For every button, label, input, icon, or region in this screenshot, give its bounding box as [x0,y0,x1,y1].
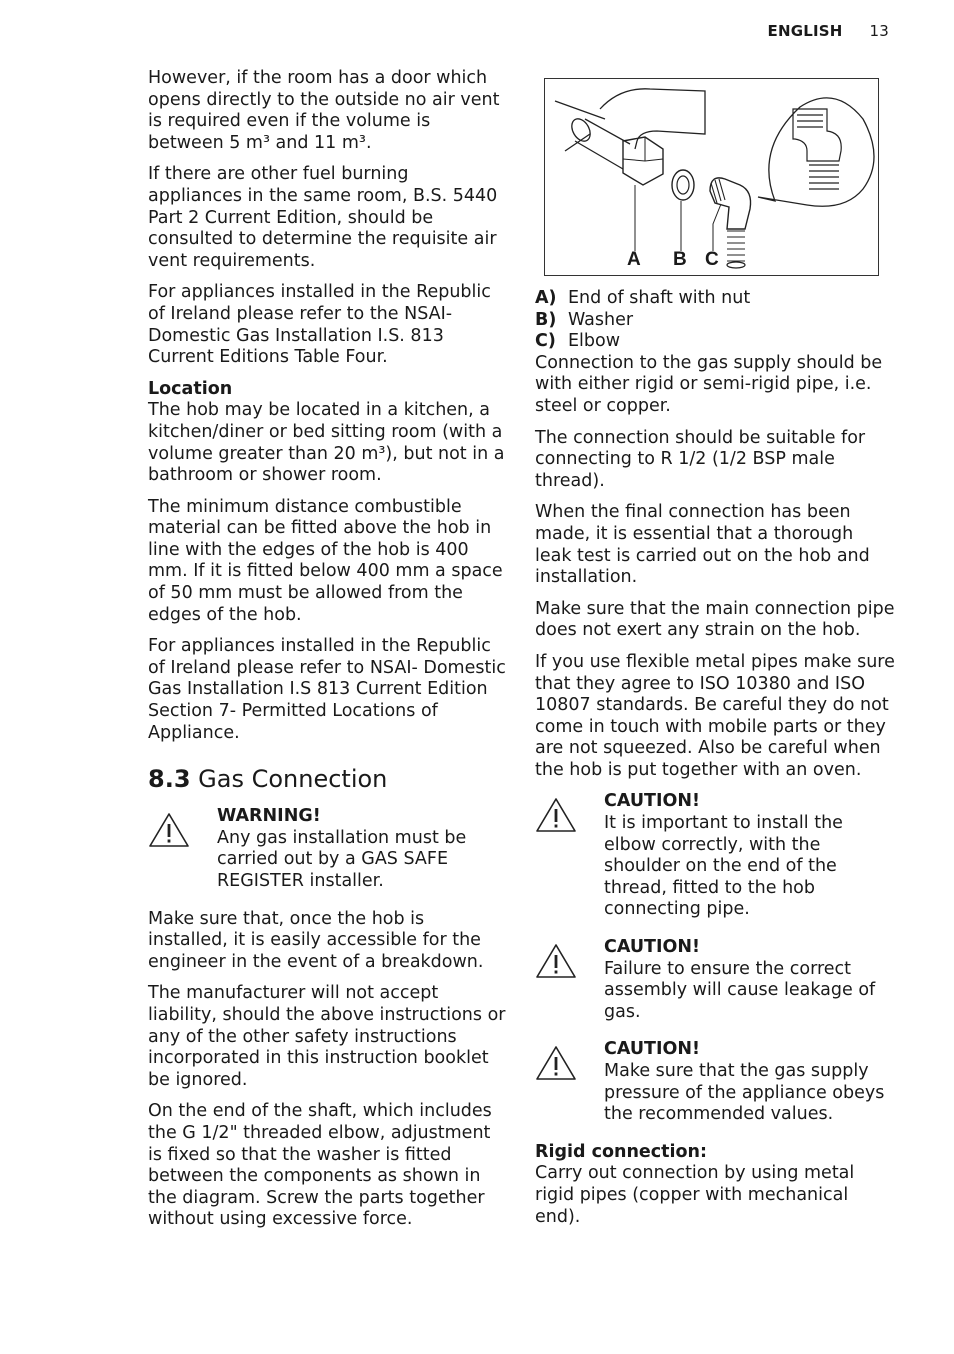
rigid-connection-section [535,1142,895,1228]
paragraph: For appliances installed in the Republic of Ireland please refer to the NSAI- Domestic Gas Installation I.S. 813 Current Editions Table Four. [148,282,491,368]
warning-icon [535,1039,604,1125]
legend-item [535,310,895,332]
paragraph: Make sure that, once the hob is installed, it is easily accessible for the engineer in the event of a breakdown. [148,908,484,972]
paragraph: The connection should be suitable for connecting to R 1/2 (1/2 BSP male thread). [535,427,866,491]
paragraph: If you use flexible metal pipes make sure that they agree to ISO 10380 and ISO 10807 standards. Be careful they do not come in touch with mobile parts or they are not squeezed. Also be careful when the hob is put together with an oven. [535,651,895,780]
warning-icon [148,806,217,892]
legend-item [535,288,895,310]
section-number: 8.3 [148,765,191,794]
paragraph: For appliances installed in the Republic of Ireland please refer to NSAI- Domestic Gas Installation I.S 813 Current Edition Section 7- Permitted Locations of Appliance. [148,636,506,743]
caution-text: It is important to install the elbow correctly, with the shoulder on the end of the thread, fitted to the hob connecting pipe. [604,813,843,920]
paragraph: The hob may be located in a kitchen, a kitchen/diner or bed sitting room (with a volume greater than 20 m³), but not in a bathroom or shower room. [148,400,505,486]
label-b: B [673,249,687,271]
legend-key: B) [535,309,557,330]
paragraph: The manufacturer will not accept liability, should the above instructions or any of the other safety instructions incorporated in this instruction booklet be ignored. [148,983,506,1090]
caution-notice [535,791,895,921]
paragraph: Carry out connection by using metal rigid pipes (copper with mechanical end). [535,1163,855,1227]
page-header [768,22,889,40]
warning-icon [535,791,604,921]
warning-notice [148,806,508,892]
section-title: Gas Connection [198,765,388,794]
warning-title: WARNING! [217,806,321,827]
right-column [535,68,895,1238]
label-c: C [705,249,719,271]
page-number: 13 [869,22,889,40]
caution-title: CAUTION! [604,791,701,812]
rigid-connection-heading: Rigid connection: [535,1141,708,1162]
assembly-illustration [545,79,878,275]
language-label: ENGLISH [767,22,843,40]
caution-text: Failure to ensure the correct assembly will cause leakage of gas. [604,958,876,1022]
section-heading [148,764,508,794]
paragraph: If there are other fuel burning appliances in the same room, B.S. 5440 Part 2 Current Edition, should be consulted to determine the requisite air vent requirements. [148,164,498,271]
paragraph: The minimum distance combustible material can be fitted above the hob in line with the edges of the hob is 400 mm. If it is fitted below 400 mm a space of 50 mm must be allowed from the edges of the hob. [148,496,503,625]
paragraph: Make sure that the main connection pipe does not exert any strain on the hob. [535,598,895,641]
legend-key: A) [535,288,557,308]
location-heading: Location [148,378,233,399]
caution-text: Make sure that the gas supply pressure of the appliance obeys the recommended values. [604,1061,885,1125]
legend-item [535,331,895,353]
gas-connection-diagram [544,78,879,276]
caution-notice [535,1039,895,1125]
caution-notice [535,937,895,1023]
legend-text: End of shaft with nut [568,288,751,308]
paragraph: Connection to the gas supply should be with either rigid or semi-rigid pipe, i.e. steel or copper. [535,352,883,416]
warning-icon [535,937,604,1023]
paragraph: On the end of the shaft, which includes the G 1/2" threaded elbow, adjustment is fixed so that the washer is fitted between the components as shown in the diagram. Screw the parts together without using excessive force. [148,1101,492,1230]
warning-text: Any gas installation must be carried out by a GAS SAFE REGISTER installer. [217,827,467,891]
figure-legend [535,288,895,353]
legend-key: C) [535,331,556,352]
legend-text: Washer [568,309,634,330]
legend-text: Elbow [568,331,621,352]
location-section [148,379,508,487]
label-a: A [627,249,641,271]
paragraph: However, if the room has a door which opens directly to the outside no air vent is required even if the volume is between 5 m³ and 11 m³. [148,68,500,153]
caution-title: CAUTION! [604,937,701,958]
paragraph: When the final connection has been made, it is essential that a thorough leak test is carried out on the hob and installation. [535,502,870,588]
caution-title: CAUTION! [604,1039,701,1060]
left-column [148,68,508,1241]
